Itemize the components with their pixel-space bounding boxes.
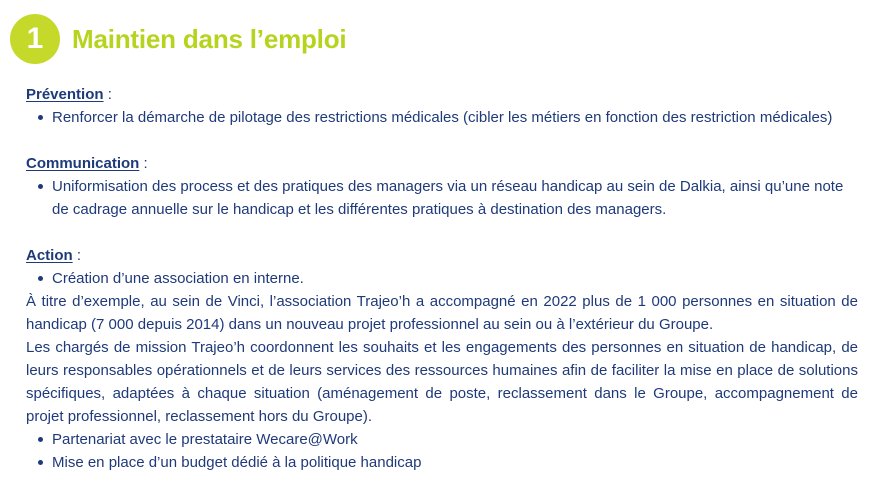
- list-item: Partenariat avec le prestataire Wecare@Work: [26, 428, 858, 451]
- list-item: Uniformisation des process et des pratiques des managers via un réseau handicap au sein de Dalkia, ainsi qu’une note de cadrage annuelle sur le handicap et les différentes pratiques à destination des managers.: [26, 175, 858, 221]
- list-item: Création d’une association en interne.: [26, 267, 858, 290]
- action-list-first: [26, 267, 858, 290]
- prevention-list: [26, 106, 858, 129]
- action-colon: :: [72, 247, 82, 264]
- action-heading: [26, 244, 858, 267]
- action-paragraph: Les chargés de mission Trajeo’h coordonnent les souhaits et les engagements des personnes en situation de handicap, de leurs responsables opérationnels et de leurs services des ressources humaines afin de faciliter la mise en place de solutions spécifiques, adaptées à chaque situation (aménagement de poste, reclassement dans le Groupe, accompagnement de projet professionnel, reclassement hors du Groupe).: [26, 339, 858, 425]
- list-item: Mise en place d’un budget dédié à la politique handicap: [26, 451, 858, 474]
- document-body: [26, 83, 858, 474]
- communication-list: [26, 175, 858, 221]
- section-number-badge: 1: [10, 14, 60, 64]
- action-list-second: [26, 428, 858, 474]
- communication-heading: [26, 152, 858, 175]
- section-header: [10, 14, 346, 64]
- list-item: Renforcer la démarche de pilotage des restrictions médicales (cibler les métiers en fonction des restriction médicales): [26, 106, 858, 129]
- prevention-colon: :: [103, 86, 112, 103]
- section-title: Maintien dans l’emploi: [72, 24, 347, 54]
- action-paragraph: À titre d’exemple, au sein de Vinci, l’association Trajeo’h a accompagné en 2022 plus de 1 000 personnes en situation de handicap (7 000 depuis 2014) dans un nouveau projet professionnel au sein ou à l’extérieur du Groupe.: [26, 293, 858, 333]
- prevention-label: Prévention: [26, 86, 104, 103]
- communication-label: Communication: [26, 155, 140, 172]
- action-label: Action: [26, 247, 73, 264]
- prevention-heading: [26, 83, 858, 106]
- communication-colon: :: [139, 155, 148, 172]
